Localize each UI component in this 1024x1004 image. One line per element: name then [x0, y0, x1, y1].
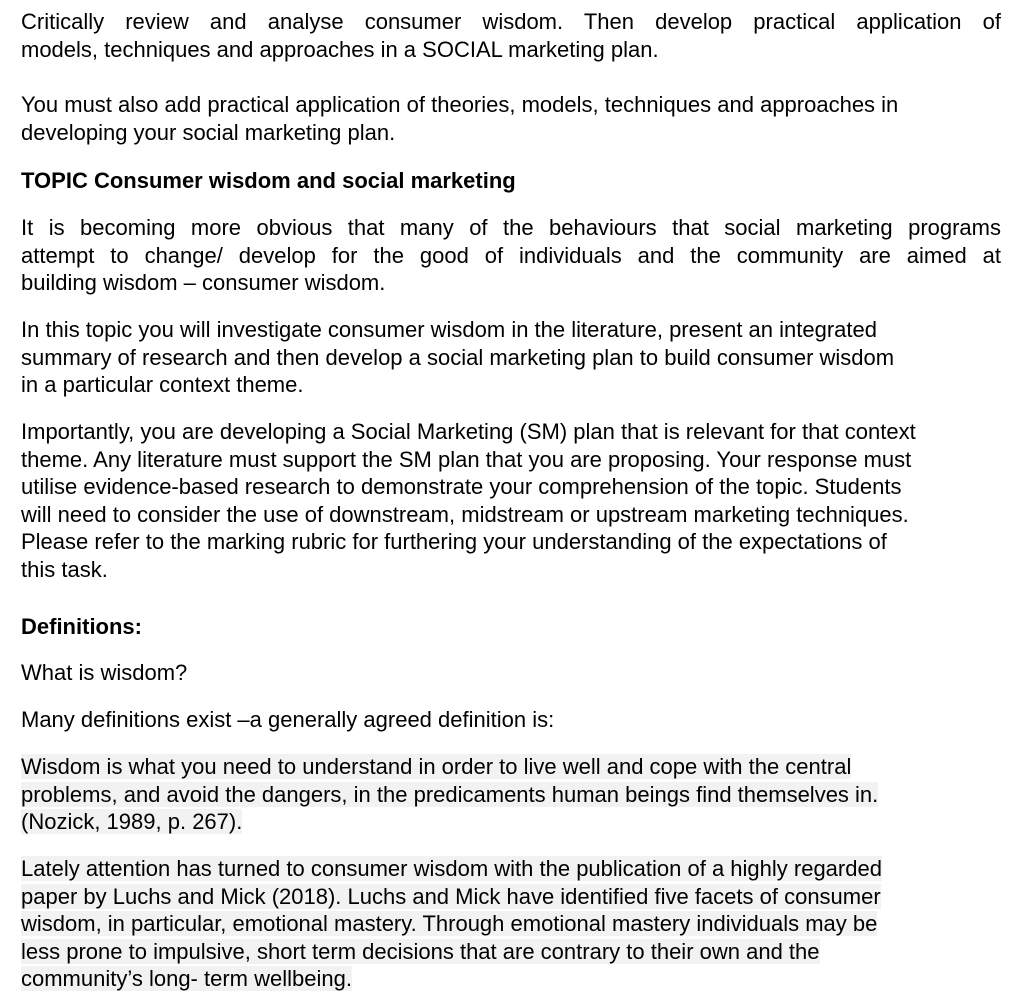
- also-add-paragraph: [21, 91, 1003, 146]
- behaviours-line-3: building wisdom – consumer wisdom.: [21, 270, 386, 295]
- behaviours-line-1: It is becoming more obvious that many of the behaviours that social marketing programs: [21, 215, 1001, 240]
- importantly-paragraph: [21, 418, 1003, 583]
- importantly-line-2: theme. Any literature must support the SM plan that you are proposing. Your response must: [21, 446, 912, 472]
- lately-line-1: Lately attention has turned to consumer wisdom with the publication of a highly regarded: [21, 856, 882, 881]
- also-add-line-1: You must also add practical application of theories, models, techniques and approaches in: [21, 92, 899, 117]
- quote-line-3: (Nozick, 1989, p. 267).: [21, 809, 243, 834]
- quote-paragraph: [21, 753, 1003, 836]
- behaviours-line-2: attempt to change/ develop for the good of individuals and the community are aimed at: [21, 242, 1001, 268]
- lately-line-3: wisdom, in particular, emotional mastery. Through emotional mastery individuals may be: [21, 911, 878, 936]
- topic-line-3: in a particular context theme.: [21, 372, 304, 397]
- definitions-heading: Definitions:: [21, 614, 142, 639]
- what-is-wisdom-question: What is wisdom?: [21, 660, 188, 685]
- topic-line-1: In this topic you will investigate consumer wisdom in the literature, present an integrated: [21, 317, 877, 342]
- importantly-line-4: will need to consider the use of downstream, midstream or upstream marketing techniques.: [21, 501, 909, 527]
- topic-line-2: summary of research and then develop a social marketing plan to build consumer wisdom: [21, 344, 895, 370]
- intro-paragraph: [21, 8, 1001, 63]
- quote-line-1: Wisdom is what you need to understand in order to live well and cope with the central: [21, 754, 852, 779]
- lately-line-2: paper by Luchs and Mick (2018). Luchs and Mick have identified five facets of consumer: [21, 883, 881, 909]
- importantly-line-3: utilise evidence-based research to demonstrate your comprehension of the topic. Students: [21, 474, 902, 499]
- importantly-line-1: Importantly, you are developing a Social Marketing (SM) plan that is relevant for that context: [21, 419, 916, 444]
- behaviours-paragraph: [21, 214, 1001, 297]
- lately-line-4: less prone to impulsive, short term decisions that are contrary to their own and the: [21, 938, 820, 964]
- topic-heading: TOPIC Consumer wisdom and social marketing: [21, 168, 516, 193]
- intro-line-2: models, techniques and approaches in a SOCIAL marketing plan.: [21, 36, 659, 62]
- intro-line-1: Critically review and analyse consumer wisdom. Then develop practical application of: [21, 9, 1001, 34]
- quote-line-2: problems, and avoid the dangers, in the predicaments human beings find themselves in.: [21, 781, 879, 807]
- lately-paragraph: [21, 855, 1003, 993]
- topic-paragraph: [21, 316, 1003, 399]
- importantly-line-6: this task.: [21, 556, 108, 582]
- importantly-line-5: Please refer to the marking rubric for furthering your understanding of the expectations of: [21, 529, 887, 554]
- also-add-line-2: developing your social marketing plan.: [21, 119, 396, 145]
- lately-line-5: community’s long- term wellbeing.: [21, 966, 352, 991]
- many-definitions-text: Many definitions exist –a generally agreed definition is:: [21, 707, 555, 732]
